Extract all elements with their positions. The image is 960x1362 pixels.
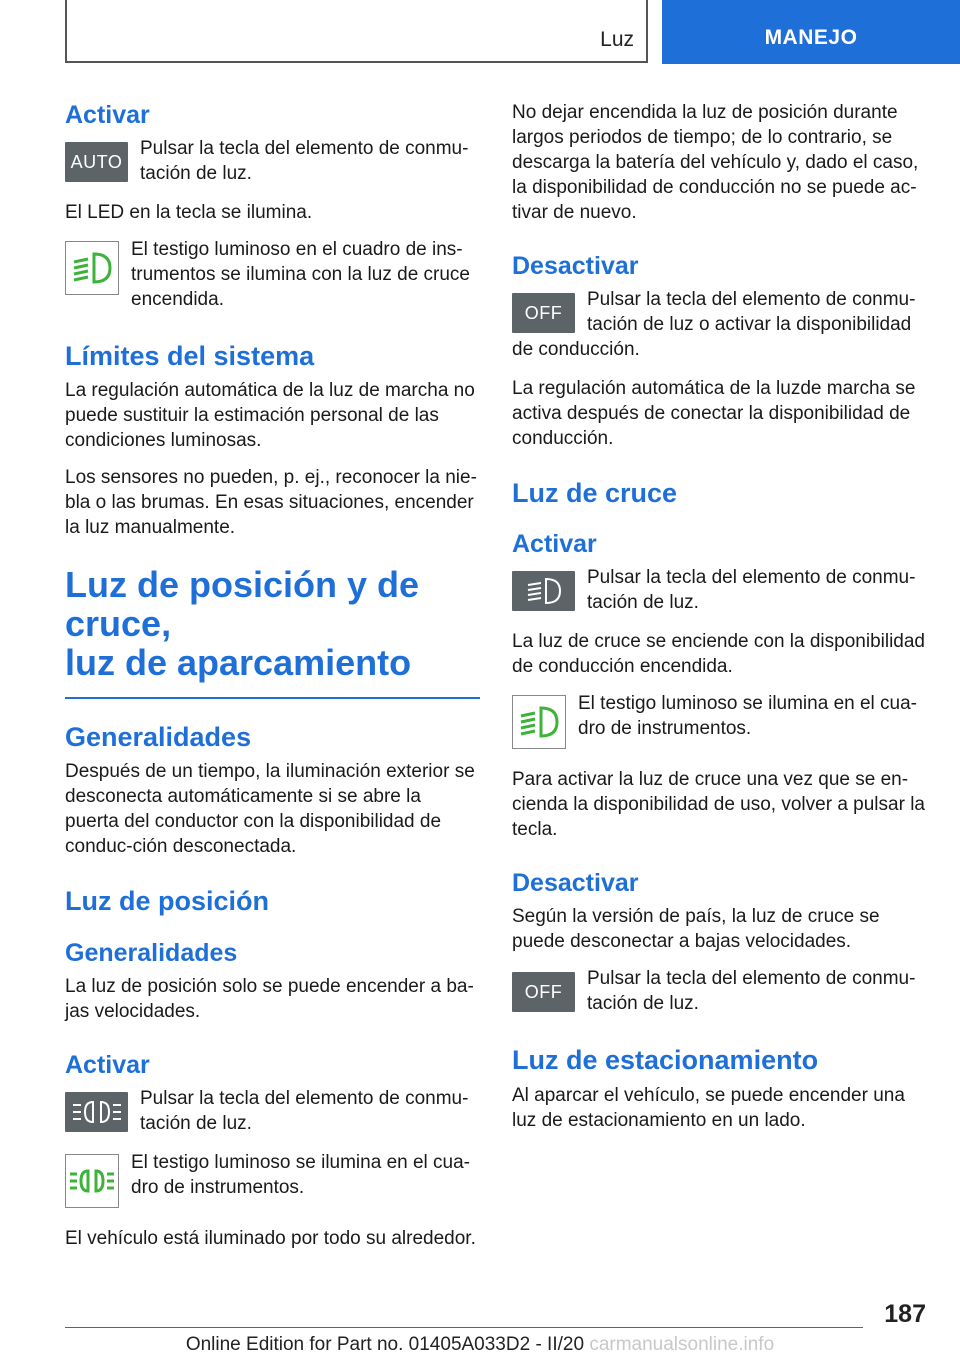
desactivar-instruction (512, 287, 927, 362)
cruce-activar-heading: Activar (512, 530, 597, 559)
off-button-icon (512, 972, 575, 1012)
generalidades-heading: Generalidades (65, 722, 252, 753)
estacionamiento-heading: Luz de estacionamiento (512, 1045, 819, 1076)
footer-rule (65, 1327, 863, 1328)
testigo-posicion-instruction (65, 1150, 480, 1212)
limites-heading: Límites del sistema (65, 341, 315, 371)
desactivar-heading: Desactivar (512, 252, 639, 280)
generalidades-text: Después de un tiempo, la iluminación exterior se desconecta automáticamente si se abre la puerta del conductor con la disponibilidad de conduc-ción desconectada. (65, 761, 475, 858)
desactivar-text: Pulsar la tecla del elemento de conmu-tación de luz o activar la disponibilidad de conducción. (512, 289, 916, 360)
activar-instruction (65, 136, 480, 186)
page-number: 187 (884, 1300, 926, 1328)
posicion-heading: Luz de posición (65, 886, 270, 917)
cruce-desactivar-instruction (512, 966, 927, 1016)
vehiculo-text: El vehículo está iluminado por todo su alrededor. (65, 1227, 476, 1249)
footer-watermark: carmanualsonline.info (589, 1334, 775, 1355)
activar-posicion-instruction (65, 1086, 480, 1136)
parking-light-button-icon (65, 1092, 128, 1132)
footer-edition-text: Online Edition for Part no. 01405A033D2 - II/20 (185, 1334, 585, 1355)
right-column (512, 100, 927, 1145)
posicion-generalidades-heading: Generalidades (65, 938, 238, 967)
regulacion-text: La regulación automática de la luzde marcha se activa después de conectar la disponibilidad de conducción. (512, 378, 916, 449)
left-column (65, 100, 480, 1263)
chapter-label: MANEJO (764, 26, 858, 49)
cruce-desactivar-text: Pulsar la tecla del elemento de conmu-tación de luz. (587, 968, 916, 1015)
off-button-label: OFF (524, 981, 563, 1002)
activar-posicion-text: Pulsar la tecla del elemento de conmu-tación de luz. (140, 1087, 469, 1134)
low-beam-indicator-icon (512, 695, 566, 749)
posicion-generalidades-text: La luz de posición solo se puede encender a ba-jas velocidades. (65, 975, 474, 1022)
header-chapter-tab (662, 0, 960, 64)
off-button-icon (512, 293, 575, 333)
main-heading-line-2: luz de aparcamiento (65, 642, 412, 684)
header-frame (65, 0, 648, 63)
estacionamiento-text: Al aparcar el vehículo, se puede encender una luz de estacionamiento en un lado. (512, 1084, 905, 1131)
auto-button-icon (65, 142, 128, 182)
main-heading-line-1: Luz de posición y de cruce, (65, 564, 420, 645)
cruce-segun-text: Según la versión de país, la luz de cruce se puede desconectar a bajas velocidades. (512, 906, 880, 953)
cruce-enciende-text: La luz de cruce se enciende con la disponibilidad de conducción encendida. (512, 631, 925, 678)
footer-edition (0, 1334, 960, 1356)
activar-heading: Activar (65, 101, 150, 129)
low-beam-indicator-icon (65, 241, 119, 295)
parking-light-indicator-icon (65, 1154, 119, 1208)
main-heading (65, 566, 480, 683)
cruce-testigo-instruction (512, 691, 927, 753)
cruce-testigo-text: El testigo luminoso se ilumina en el cua-dro de instrumentos. (578, 693, 918, 740)
off-button-label: OFF (524, 302, 563, 323)
intro-text: No dejar encendida la luz de posición durante largos periodos de tiempo; de lo contrario, se descarga la batería del vehículo y, dado el caso, la disponibilidad de conducción no se puede ac-tivar de nuevo. (512, 102, 919, 223)
auto-button-label: AUTO (70, 151, 123, 172)
activar-text: Pulsar la tecla del elemento de conmu-tación de luz. (140, 138, 469, 184)
testigo-instruction (65, 237, 480, 312)
luz-cruce-heading: Luz de cruce (512, 478, 678, 508)
cruce-activar-instruction (512, 565, 927, 615)
limites-paragraph-2: Los sensores no pueden, p. ej., reconocer la nie-bla o las brumas. En esas situaciones, encender la luz manualmente. (65, 467, 477, 539)
testigo-text: El testigo luminoso en el cuadro de ins-trumentos se ilumina con la luz de cruce encendida. (131, 239, 470, 310)
cruce-para-text: Para activar la luz de cruce una vez que se en-cienda la disponibilidad de uso, volver a pulsar la tecla. (512, 769, 925, 841)
led-text: El LED en la tecla se ilumina. (65, 202, 313, 223)
limites-paragraph-1: La regulación automática de la luz de marcha no puede sustituir la estimación personal de las condiciones luminosas. (65, 380, 475, 452)
activar-posicion-heading: Activar (65, 1050, 150, 1079)
testigo-posicion-text: El testigo luminoso se ilumina en el cua-dro de instrumentos. (131, 1151, 471, 1198)
section-rule (65, 697, 480, 699)
cruce-desactivar-heading: Desactivar (512, 869, 639, 898)
low-beam-button-icon (512, 571, 575, 611)
header-section-title: Luz (600, 28, 634, 51)
cruce-activar-text: Pulsar la tecla del elemento de conmu-tación de luz. (587, 567, 916, 614)
